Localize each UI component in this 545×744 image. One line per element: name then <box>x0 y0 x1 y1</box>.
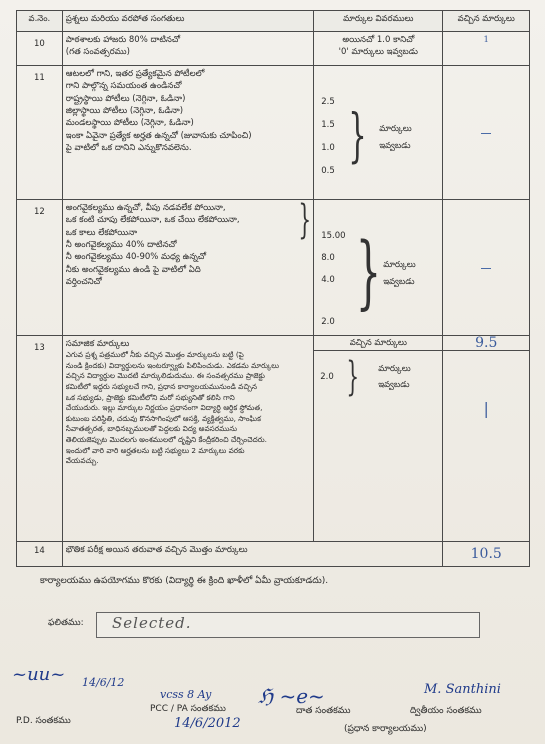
desc-line: నీకు అంగవైకల్యము ఉండి పై వాటిలో ఏది <box>65 264 201 275</box>
row-number: 12 <box>17 200 63 336</box>
table-row <box>17 200 530 336</box>
desc-line: పై వాటిలో ఒక దానిని ఎన్నుకొనవలెను. <box>65 142 192 153</box>
table-row <box>17 336 530 542</box>
marks-table <box>16 10 530 567</box>
handwritten-signature: ℌ ~e~ <box>258 684 325 708</box>
signature-label: దాత సంతకము <box>296 706 351 716</box>
desc-line: ఇందులో వారి వారి అర్హతలను బట్టి సభ్యులు 2 మార్కులు వరకు <box>65 445 245 455</box>
row-marks <box>314 66 443 200</box>
mark-value: 15.00 <box>321 231 346 241</box>
desc-line: కుటుంబ పరిస్థితి, చదువు కొనసాగింపులో ఆసక్తి, వ్యక్తిత్వము, సాంఘిక <box>65 413 261 423</box>
row-marks <box>314 32 443 66</box>
row-score: 10.5 <box>443 542 530 567</box>
desc-line: (గత సంవత్సరము) <box>65 47 130 58</box>
row-marks <box>314 200 443 336</box>
row-description <box>62 542 443 567</box>
header-scored: వచ్చిన మార్కులు <box>443 11 530 32</box>
desc-line: జిల్లాస్థాయి పోటీలు (నెగ్గినా, ఓడినా) <box>65 105 184 116</box>
dash-mark <box>481 133 491 135</box>
brace-label: మార్కులు <box>379 124 412 134</box>
header-no: వ.నెం. <box>17 11 63 32</box>
row-marks <box>314 336 443 542</box>
brace-icon: } <box>298 197 311 243</box>
brace-icon: } <box>348 101 367 169</box>
desc-line: చేయుదురు. ఇల్లు మార్కుల నిర్ణయం ప్రధానంగా విద్యార్థి ఆర్థిక స్థోమత, <box>65 403 263 413</box>
marks-line: అయినచో 1.0 కానిచో <box>342 35 415 45</box>
mark-value: 2.0 <box>320 372 334 382</box>
brace-label: ఇవ్వబడు <box>379 141 411 151</box>
row-description <box>62 32 313 66</box>
row-number: 14 <box>17 542 63 567</box>
table-row <box>17 542 530 567</box>
brace-icon: } <box>355 225 382 318</box>
desc-line: భౌతిక పరీక్ష అయిన తరువాత వచ్చిన మొత్తం మార్కులు <box>65 545 248 555</box>
office-use-note: కార్యాలయము ఉపయోగము కొరకు (విద్యార్థి ఈ క్రింది ఖాళీలో ఏమీ వ్రాయకూడదు). <box>40 576 329 586</box>
row-description <box>62 336 313 542</box>
table-row <box>17 32 530 66</box>
desc-line: నీ అంగవైకల్యము 40-90% మధ్య ఉన్నచో <box>65 252 207 263</box>
marks-subheader: వచ్చిన మార్కులు <box>314 336 442 351</box>
desc-line: అంగవైకల్యము ఉన్నచో, వీపు నడవలేక పోయినా, <box>65 203 226 213</box>
brace-label: మార్కులు <box>378 364 411 374</box>
desc-line: సేవాతత్పరత, బాధినబ్బములతో పెద్దలకు విద్య అవసరమును <box>65 424 237 434</box>
mark-value: 8.0 <box>321 253 335 263</box>
row-score <box>443 200 530 336</box>
signature-label: P.D. సంతకము <box>16 716 71 726</box>
mark-value: 1.5 <box>321 120 335 130</box>
score-head: 9.5 <box>443 336 529 351</box>
footer-office: (ప్రధాన కార్యాలయము) <box>344 724 427 734</box>
handwritten-name: M. Santhini <box>424 682 501 697</box>
handwritten-signature: ~uu~ <box>12 664 66 685</box>
row-description <box>62 197 313 336</box>
desc-line: నీ అంగవైకల్యము 40% దాటినచో <box>65 239 177 250</box>
desc-line: రాష్ట్రస్థాయి పోటీలు (నెగ్గినా, ఓడినా) <box>65 93 186 104</box>
desc-line: పాఠశాలకు హాజరు 80% దాటినచో <box>65 35 181 45</box>
desc-line: కమిటీలో ఇద్దరు సభ్యులచే గాని, ప్రధాన కార్యాలయమునుండి వచ్చిన <box>65 382 258 392</box>
row-description <box>62 66 313 200</box>
desc-line: ఎగువ ప్రశ్న పత్రములో నీకు వచ్చిన మొత్తం మార్కులను బట్టి (పై <box>65 350 244 360</box>
desc-line: తెలియజెప్పుట మొదలగు అంశములలో దృష్టిని కేంద్రీకరించి చేర్చించెదరు. <box>65 434 267 444</box>
header-description: ప్రశ్నలు మరియు వరపోత సంగతులు <box>62 11 313 32</box>
desc-line: మండలస్థాయి పోటీలు (నెగ్గినా, ఓడినా) <box>65 118 194 129</box>
desc-line: ఒక సభ్యుడు, ప్రాజెక్టు కమిటీలోని మరో సభ్యునితో కలిసి గాని <box>65 392 235 402</box>
mark-value: 2.5 <box>321 97 335 107</box>
table-header-row <box>17 11 530 32</box>
desc-line: వేయవచ్చు. <box>65 456 99 466</box>
mark-value: 1.0 <box>321 143 335 153</box>
row-score: 1 <box>443 32 530 66</box>
desc-title: సమాజిక మార్కులు <box>65 339 130 349</box>
table-row <box>17 66 530 200</box>
mark-value: 2.0 <box>321 317 335 327</box>
signature-label: ద్వితీయం సంతకము <box>410 706 482 716</box>
row-number: 11 <box>17 66 63 200</box>
handwritten-signature: vcss 8 Ay <box>160 688 212 701</box>
brace-label: మార్కులు <box>383 260 416 270</box>
desc-line: నుండి క్రిందకు) విద్యార్థులను ఇంటర్వ్యూకు పిలిపించుడు. ఎకడమ మార్కులు <box>65 360 279 370</box>
marks-line: '0' మార్కులు ఇవ్వబడు <box>338 47 418 58</box>
handwritten-date: 14/6/2012 <box>174 716 241 731</box>
desc-line: గాని పాల్గొన్న సమయంత ఉండినచో <box>65 81 182 92</box>
result-value: Selected. <box>112 614 192 632</box>
result-label: ఫలితము: <box>48 618 84 628</box>
desc-line: ఒక కాలు లేకపోయినా <box>65 227 138 238</box>
row-score <box>443 336 530 542</box>
row-score <box>443 66 530 200</box>
brace-icon: } <box>346 354 360 400</box>
desc-line: వచ్చిన విద్యార్థుల మొదటి మార్కులిడుదుము. ఈ సంవత్సరము ప్రాజెక్టు <box>65 371 265 381</box>
desc-line: వర్తించనిచో <box>65 276 102 287</box>
desc-line: ఆటలలో గాని, ఇతర ప్రత్యేకమైన పోటీలలో <box>65 69 205 79</box>
brace-label: ఇవ్వబడు <box>383 277 415 287</box>
mark-value: 4.0 <box>321 275 335 285</box>
brace-label: ఇవ్వబడు <box>378 380 410 390</box>
row-number: 10 <box>17 32 63 66</box>
score-mark: | <box>483 399 489 418</box>
row-number: 13 <box>17 336 63 542</box>
handwritten-date: 14/6/12 <box>82 676 125 689</box>
dash-mark <box>481 268 491 270</box>
header-marks-details: మార్కుల వివరములు <box>314 11 443 32</box>
signature-label: PCC / PA సంతకము <box>150 704 226 714</box>
desc-line: ఒక కంటి చూపు లేకపోయినా, ఒక చేయి లేకపోయినా, <box>65 215 240 226</box>
mark-value: 0.5 <box>321 166 335 176</box>
desc-line: ఇంకా ఏవైనా ప్రత్యేక అర్హత ఉన్నచో (జువానుకు చూపించి) <box>65 130 252 141</box>
